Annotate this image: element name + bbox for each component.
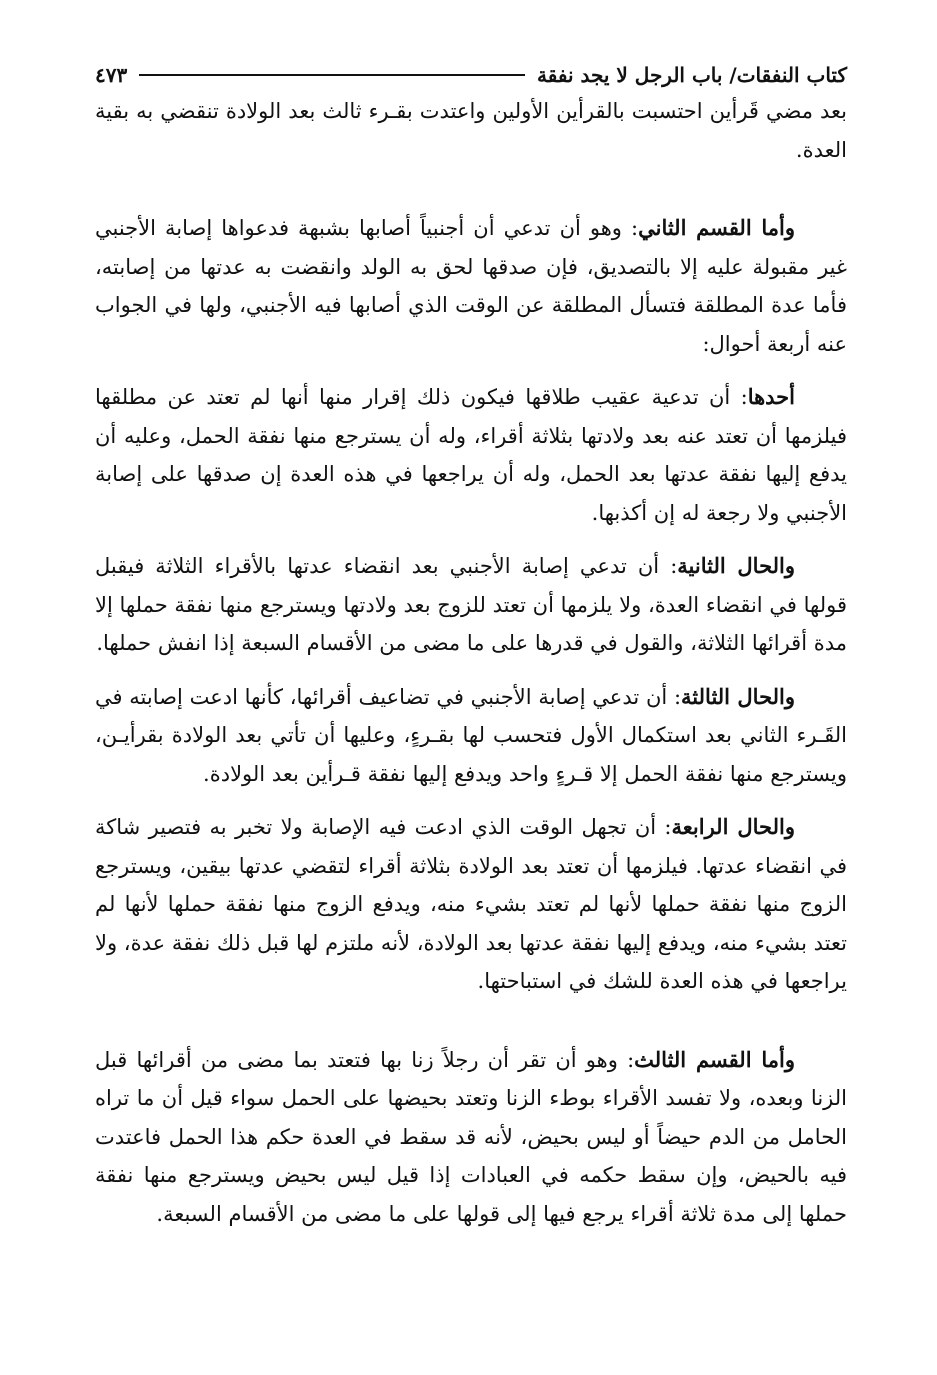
paragraph-text: : وهو أن تقر أن رجلاً زنا بها فتعتد بما مضى من أقرائها قبل الزنا وبعده، ولا تفسد الأقراء بوطء الزنا وتعتد بحيضها على الحمل سواء قيل أن ما تراه الحامل من الدم حيضاً أو ليس بحيض، لأنه قد سقط في العدة حكم هذا الحمل فاعتدت فيه بالحيض، وإن سقط حكمه في العبادات إذا قيل ليس بحيض ويسترجع منها نفقة حملها إلى مدة ثلاثة أقراء يرجع فيها إلى قولها على ما مضى من الأقسام السبعة. [95, 1047, 848, 1226]
paragraph-lead: وأما القسم الثاني [638, 215, 795, 240]
paragraph-text: : أن تدعي إصابة الأجنبي بعد انقضاء عدتها بالأقراء الثلاثة فيقبل قولها في انقضاء العدة، ولا يلزمها أن تعتد للزوج بعد ولادتها ويسترجع منها نفقة حملها إلا مدة أقرائها الثلاثة، والقول في قدرها على ما مضى من الأقسام السبعة إذا انفش حملها. [95, 554, 847, 655]
paragraph-text: : أن تدعية عقيب طلاقها فيكون ذلك إقرار منها أنها لم تعتد عن مطلقها فيلزمها أن تعتد عنه بعد ولادتها بثلاثة أقراء، وله أن يسترجع منها نفقة الحمل، وعليه أن يدفع إليها نفقة عدتها بعد الحمل، وله أن يراجعها في هذه العدة إن صدقها على إصابة الأجنبي ولا رجعة له إن أكذبها. [95, 385, 847, 525]
paragraph-lead: والحال الثالثة [681, 683, 795, 709]
page-number: ٤٧٣ [95, 63, 128, 87]
running-header [95, 58, 847, 92]
paragraph-text: بعد مضي قَرأين احتسبت بالقرأين الأولين واعتدت بقـرء ثالث بعد الولادة تنقضي به بقية العدة. [95, 99, 847, 162]
paragraph-lead: والحال الثانية [677, 553, 795, 578]
paragraph-lead: والحال الرابعة [671, 814, 795, 839]
paragraph-lead: وأما القسم الثالث [634, 1046, 795, 1072]
paragraph-case-four [95, 808, 847, 1001]
paragraph-text: : أن تجهل الوقت الذي ادعت فيه الإصابة ولا تخبر به فتصير شاكة في انقضاء عدتها. فيلزمها أن تعتد بعد الولادة بثلاثة أقراء لتقضي عدتها بيقين، ويسترجع الزوج منها نفقة حملها لأنها لم تعتد بشيء منه، ويدفع الزوج منها نفقة حملها لأنها لم تعتد بشيء منه، ويدفع إليها نفقة عدتها بعد الولادة، لأنه ملتزم لها قبل ذلك نفقة عدة، ولا يراجعها في هذه العدة للشك في استباحتها. [95, 815, 847, 993]
paragraph-lead: أحدها [747, 384, 795, 409]
paragraph-continuation [95, 92, 847, 169]
header-title: كتاب النفقات/ باب الرجل لا يجد نفقة [537, 63, 847, 87]
document-page [95, 58, 847, 1233]
paragraph-second-section [95, 209, 847, 363]
paragraph-case-three [95, 678, 847, 794]
paragraph-text: : أن تدعي إصابة الأجنبي في تضاعيف أقرائها، كأنها ادعت إصابته في القَـرء الثاني بعد استكمال الأول فتحسب لها بقـرءٍ، وعليها أن تأتي بعد الولادة بقرأيـن، ويسترجع منها نفقة الحمل إلا قـرءٍ واحد ويدفع إليها نفقة قـرأين بعد الولادة. [95, 684, 847, 786]
paragraph-text: : وهو أن تدعي أن أجنبياً أصابها بشبهة فدعواها إصابة الأجنبي غير مقبولة عليه إلا بالتصديق، فإن صدقها لحق به الولد وانقضت به عدتها من إصابته، فأما عدة المطلقة فتسأل المطلقة عن الوقت الذي أصابها فيه الأجنبي، ولها في الجواب عنه أربعة أحوال: [95, 216, 847, 356]
header-rule [139, 74, 525, 76]
paragraph-case-one [95, 378, 847, 532]
paragraph-case-two [95, 547, 847, 663]
paragraph-third-section [95, 1041, 847, 1234]
